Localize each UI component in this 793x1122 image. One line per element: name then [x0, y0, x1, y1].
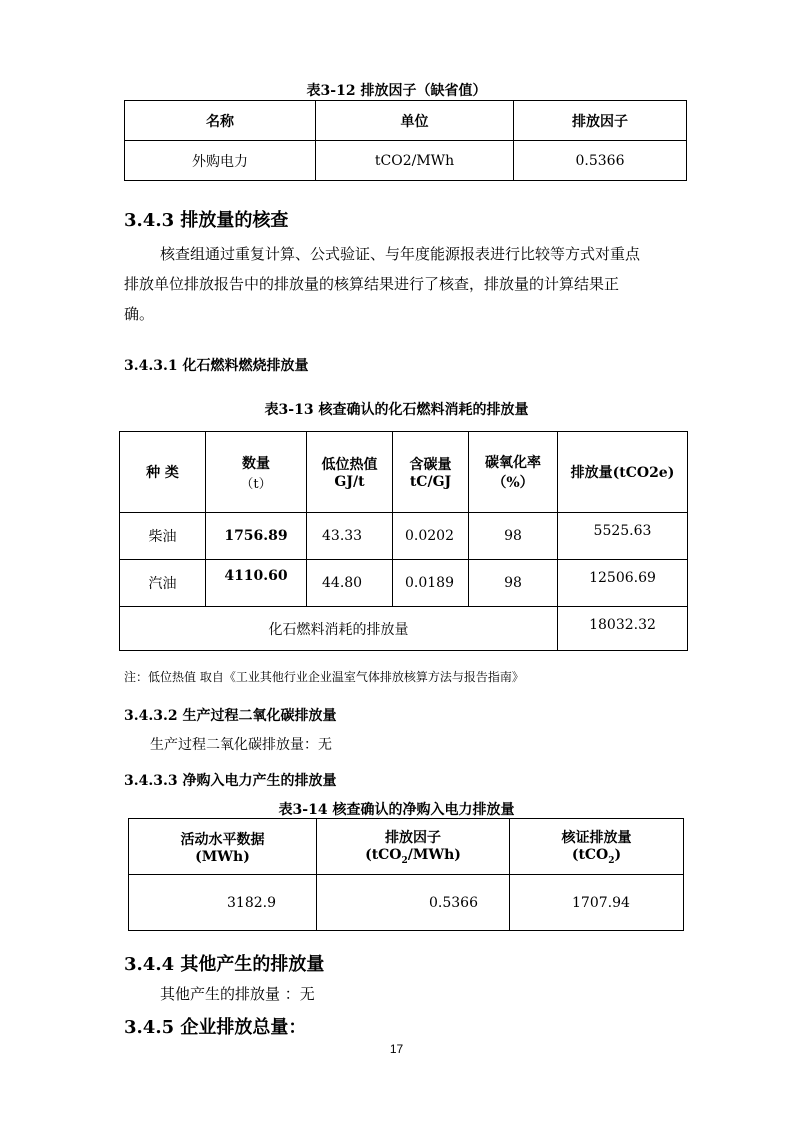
row-1-qty: 1756.89: [206, 513, 307, 560]
table-3-12-caption: 表3-12 排放因子（缺省值）: [306, 83, 487, 99]
table-3-14-header-activity: [129, 819, 317, 875]
section-3-4-4-text: 其他产生的排放量 ：无: [160, 985, 315, 1003]
table-3-13-header-emission: 排放量(tCO2e): [558, 432, 688, 513]
verified-unit: [510, 847, 683, 866]
table-row: [120, 513, 688, 560]
table-3-13: [119, 431, 688, 651]
total-label: 化石燃料消耗的排放量: [120, 607, 558, 651]
row-2-oxid: 98: [469, 560, 558, 607]
verified-unit-pre: (tCO: [571, 847, 609, 864]
qty-label: 数量: [242, 455, 270, 472]
ncv-label: 低位热值: [321, 457, 378, 473]
verified-label: 核证排放量: [561, 830, 632, 847]
row-1-type: 柴油: [120, 513, 206, 560]
row-1-oxid: 98: [469, 513, 558, 560]
section-3-4-3-2-heading: 3.4.3.2 生产过程二氧化碳排放量: [124, 708, 337, 724]
table-3-13-header-qty: [206, 432, 307, 513]
table-row: [129, 875, 684, 931]
table-3-14-header-verified: [510, 819, 684, 875]
row-1-carbon: 0.0202: [393, 513, 469, 560]
factor-unit-pre: (tCO: [365, 847, 402, 864]
table-3-12-cell-name: 外购电力: [125, 141, 316, 181]
table-3-13-header-oxid: [469, 432, 558, 513]
ncv-unit: GJ/t: [334, 474, 365, 490]
section-3-4-3-2-text: 生产过程二氧化碳排放量：无: [150, 737, 332, 753]
paragraph-line-3: 确。: [124, 305, 155, 323]
row-2-type: 汽油: [120, 560, 206, 607]
verified-unit-sub: 2: [608, 855, 615, 866]
verified-unit-post: ): [614, 847, 622, 864]
section-3-4-4-heading: 3.4.4 其他产生的排放量: [124, 954, 325, 975]
row-2-qty: 4110.60: [206, 560, 307, 607]
qty-unit: （t）: [240, 476, 272, 492]
activity-value: 3182.9: [129, 875, 317, 931]
verified-value: 1707.94: [510, 875, 684, 931]
oxid-unit: （%）: [492, 475, 534, 491]
carbon-label: 含碳量: [409, 457, 452, 473]
page-number: 17: [389, 1042, 404, 1056]
table-3-12-cell-factor: 0.5366: [514, 141, 687, 181]
table-3-12-cell-unit: tCO2/MWh: [316, 141, 514, 181]
factor-unit-sub: 2: [401, 855, 408, 866]
section-3-4-3-3-heading: 3.4.3.3 净购入电力产生的排放量: [124, 773, 337, 789]
oxid-label: 碳氧化率: [485, 455, 541, 471]
table-3-12-header-unit: 单位: [316, 101, 514, 141]
table-3-14-caption: 表3-14 核查确认的净购入电力排放量: [278, 802, 515, 818]
row-2-emission: 12506.69: [558, 560, 688, 607]
table-3-13-caption: 表3-13 核查确认的化石燃料消耗的排放量: [264, 402, 529, 418]
row-1-ncv: 43.33: [307, 513, 393, 560]
table-3-12: [124, 100, 687, 181]
total-value: 18032.32: [558, 607, 688, 651]
table-row-total: [120, 607, 688, 651]
factor-value: 0.5366: [317, 875, 510, 931]
factor-label: 排放因子: [385, 830, 441, 847]
table-row: [120, 560, 688, 607]
table-3-13-header-ncv: [307, 432, 393, 513]
row-1-emission: 5525.63: [558, 513, 688, 560]
section-3-4-3-paragraph: [124, 239, 684, 329]
table-3-13-header-type: 种 类: [120, 432, 206, 513]
factor-unit: [317, 847, 509, 866]
factor-unit-post: /MWh): [407, 847, 461, 864]
table-note: 注：低位热值 取自《工业其他行业企业温室气体排放核算方法与报告指南》: [124, 670, 524, 684]
table-3-14: [128, 818, 684, 931]
carbon-unit: tC/GJ: [409, 474, 452, 490]
row-2-carbon: 0.0189: [393, 560, 469, 607]
table-3-12-header-name: 名称: [125, 101, 316, 141]
row-2-ncv: 44.80: [307, 560, 393, 607]
paragraph-line-2: 排放单位排放报告中的排放量的核算结果进行了核查，排放量的计算结果正: [124, 275, 620, 293]
activity-label: 活动水平数据: [180, 831, 265, 848]
activity-unit: (MWh): [195, 848, 250, 865]
section-3-4-5-heading: 3.4.5 企业排放总量：: [124, 1017, 307, 1038]
table-3-13-header-carbon: [393, 432, 469, 513]
section-3-4-3-heading: 3.4.3 排放量的核查: [124, 210, 289, 231]
paragraph-line-1: 核查组通过重复计算、公式验证、与年度能源报表进行比较等方式对重点: [160, 245, 641, 263]
section-3-4-3-1-heading: 3.4.3.1 化石燃料燃烧排放量: [124, 358, 309, 374]
table-3-14-header-factor: [317, 819, 510, 875]
table-3-12-header-factor: 排放因子: [514, 101, 687, 141]
